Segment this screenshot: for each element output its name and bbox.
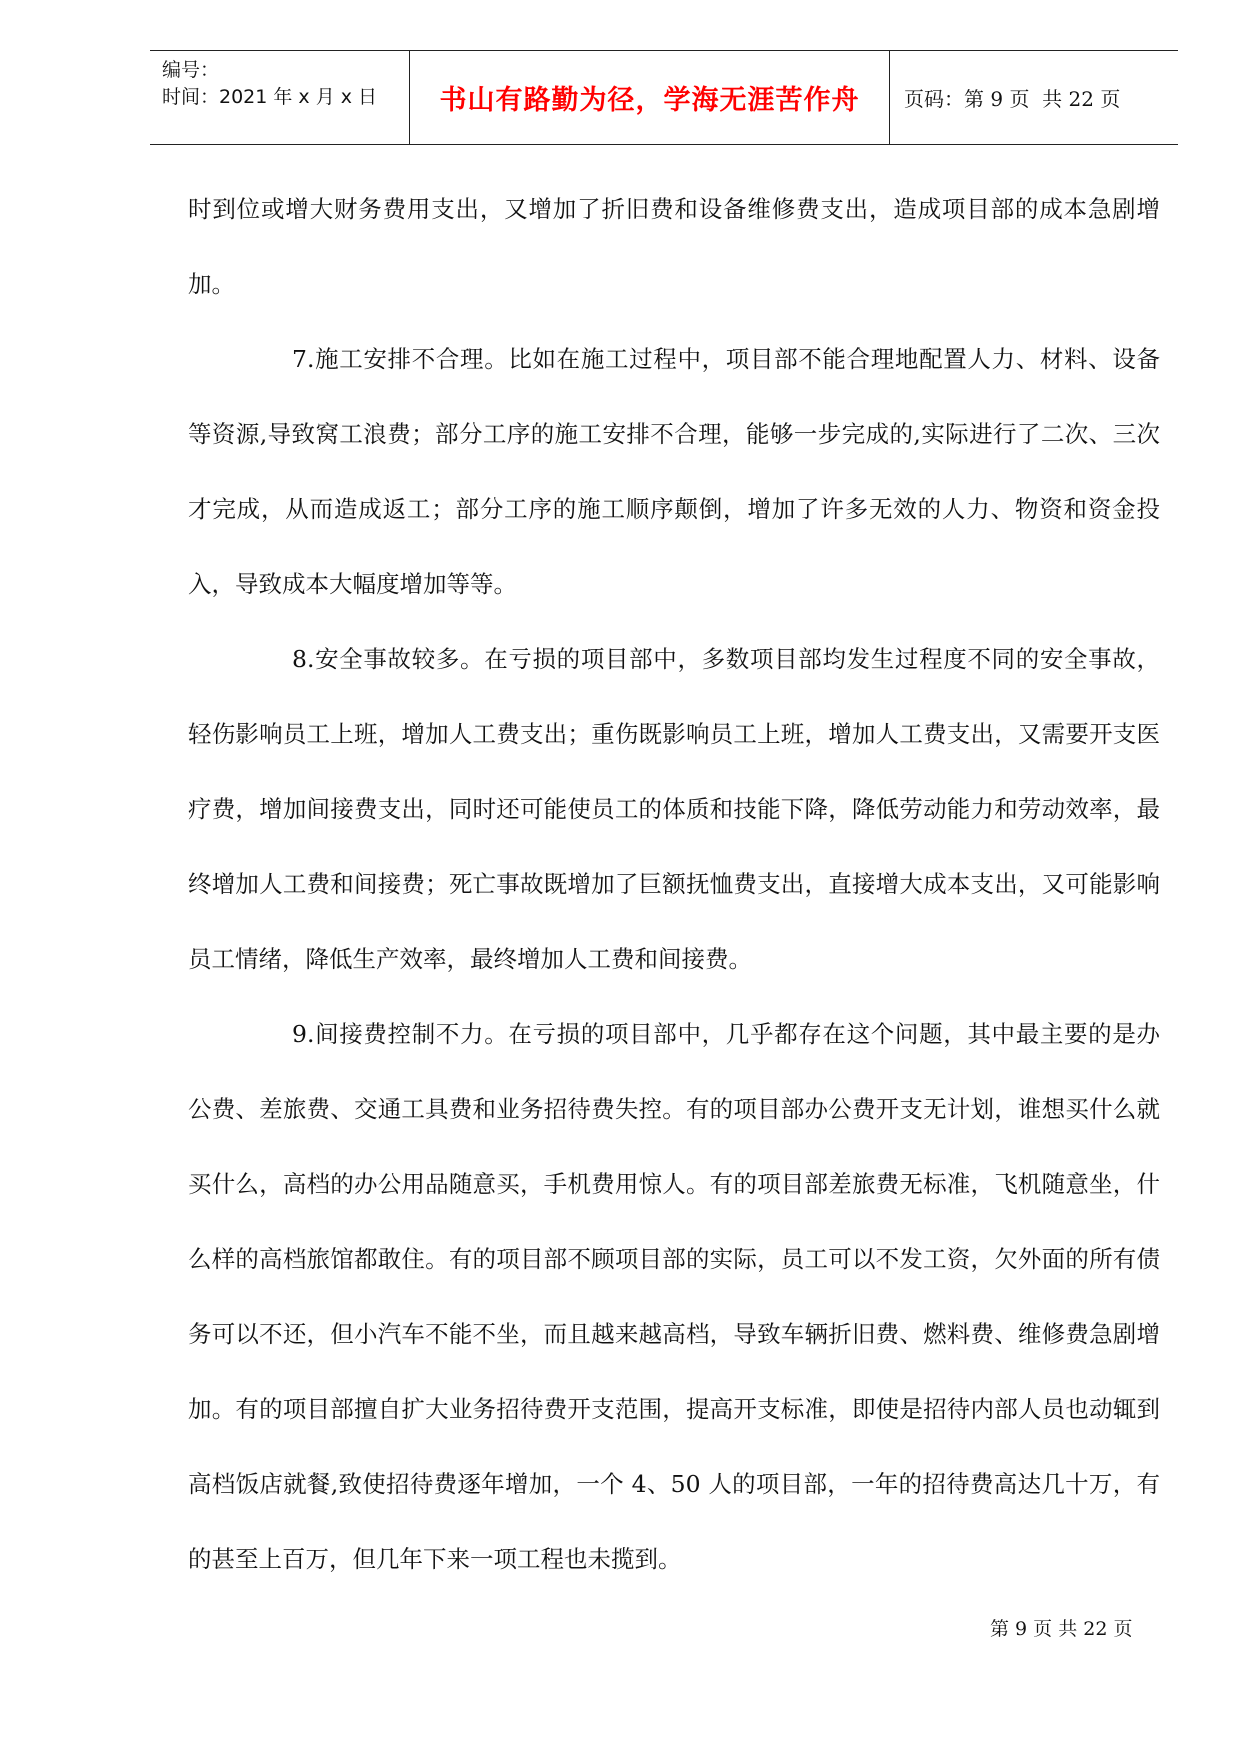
serial-label: 编号： bbox=[162, 59, 220, 81]
header-meta bbox=[150, 51, 410, 144]
document-body bbox=[188, 172, 1160, 1597]
header-motto-cell bbox=[410, 51, 890, 144]
paragraph-item-8: 8.安全事故较多。在亏损的项目部中，多数项目部均发生过程度不同的安全事故，轻伤影响员工上班，增加人工费支出；重伤既影响员工上班，增加人工费支出，又需要开支医疗费，增加间接费支出，同时还可能使员工的体质和技能下降，降低劳动能力和劳动效率，最终增加人工费和间接费；死亡事故既增加了巨额抚恤费支出，直接增大成本支出，又可能影响员工情绪，降低生产效率，最终增加人工费和间接费。 bbox=[188, 645, 1160, 973]
motto-text: 书山有路勤为径，学海无涯苦作舟 bbox=[439, 85, 860, 116]
time-label: 时间：2021 年 x 月 x 日 bbox=[162, 86, 378, 108]
page-footer: 第 9 页 共 22 页 bbox=[990, 1618, 1133, 1640]
header-page-label: 页码：第 9 页 共 22 页 bbox=[904, 87, 1121, 111]
page-header bbox=[150, 50, 1178, 145]
paragraph-item-9: 9.间接费控制不力。在亏损的项目部中，几乎都存在这个问题，其中最主要的是办公费、差旅费、交通工具费和业务招待费失控。有的项目部办公费开支无计划，谁想买什么就买什么，高档的办公用品随意买，手机费用惊人。有的项目部差旅费无标准，飞机随意坐，什么样的高档旅馆都敢住。有的项目部不顾项目部的实际，员工可以不发工资，欠外面的所有债务可以不还，但小汽车不能不坐，而且越来越高档，导致车辆折旧费、燃料费、维修费急剧增加。有的项目部擅自扩大业务招待费开支范围，提高开支标准，即使是招待内部人员也动辄到高档饭店就餐,致使招待费逐年增加，一个 4、50 人的项目部，一年的招待费高达几十万，有的甚至上百万，但几年下来一项工程也未揽到。 bbox=[188, 1020, 1160, 1573]
paragraph-item-7: 7.施工安排不合理。比如在施工过程中，项目部不能合理地配置人力、材料、设备等资源,导致窝工浪费；部分工序的施工安排不合理，能够一步完成的,实际进行了二次、三次才完成，从而造成返工；部分工序的施工顺序颠倒，增加了许多无效的人力、物资和资金投入，导致成本大幅度增加等等。 bbox=[188, 345, 1160, 598]
paragraph-continuation: 时到位或增大财务费用支出，又增加了折旧费和设备维修费支出，造成项目部的成本急剧增加。 bbox=[188, 195, 1160, 298]
header-page-cell bbox=[890, 51, 1178, 144]
